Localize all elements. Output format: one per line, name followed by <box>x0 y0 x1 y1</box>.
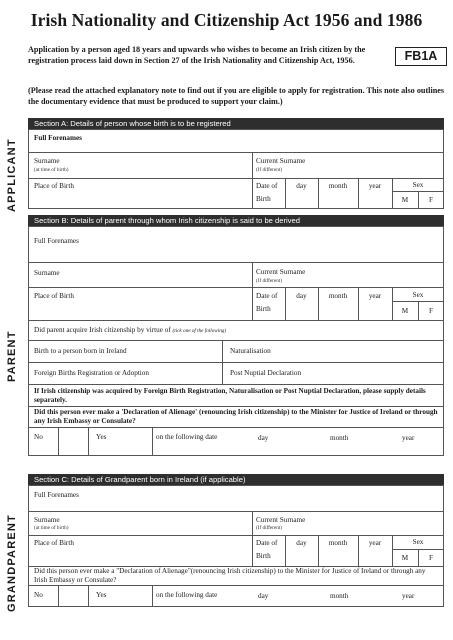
grandparent-full-forenames-label: Full Forenames <box>34 491 79 499</box>
grandparent-alienage-date-label: on the following date <box>156 591 218 599</box>
parent-full-forenames-label: Full Forenames <box>34 237 79 245</box>
parent-alienage-question: Did this person ever make a 'Declaration of Alienage' (renouncing Irish citizenship) to the Minister for Justice of Ireland or through any Irish Embassy or Consulate? <box>34 408 438 425</box>
surname-note: (at time of birth) <box>34 167 69 173</box>
form-title: Irish Nationality and Citizenship Act 1956 and 1986 <box>30 10 423 30</box>
section-c-heading: Section C: Details of Grandparent born in Ireland (if applicable) <box>28 474 444 485</box>
grandparent-current-surname-label: Current Surname <box>256 516 306 524</box>
parent-current-surname-label: Current Surname <box>256 268 306 276</box>
intro-text: Application by a person aged 18 years and upwards who wishes to become an Irish citizen by the registration process laid down in Section 27 of the Irish Nationality and Citizenship Act, 1956. <box>28 45 366 65</box>
grandparent-alienage-yes-option[interactable]: Yes <box>96 591 107 599</box>
grandparent-alienage-question: Did this person ever make a "Declaration of Alienage"(renouncing Irish citizenship) to the Minister for Justice of Ireland or through any Irish Embassy or Consulate? <box>34 567 426 584</box>
sex-female-option[interactable]: F <box>429 196 433 204</box>
grandparent-surname-label: Surname <box>34 516 60 524</box>
parent-dob-day-field[interactable]: day <box>296 292 307 300</box>
grandparent-current-surname-note: (If different) <box>256 525 282 531</box>
place-of-birth-label: Place of Birth <box>34 182 74 190</box>
section-a-heading: Section A: Details of person whose birth is to be registered <box>28 118 444 129</box>
option-birth-to-person-born-in-ireland[interactable]: Birth to a person born in Ireland <box>34 347 127 355</box>
parent-sex-female-option[interactable]: F <box>429 307 433 315</box>
parent-alienage-day-field[interactable]: day <box>258 434 269 442</box>
option-foreign-births-registration[interactable]: Foreign Births Registration or Adoption <box>34 369 149 377</box>
parent-dob-year-field[interactable]: year <box>368 292 382 300</box>
dob-year-field[interactable]: year <box>368 182 382 190</box>
date-of-birth-label: Date of <box>256 182 278 190</box>
grandparent-sex-female-option[interactable]: F <box>429 554 433 562</box>
grandparent-dob-month-field[interactable]: month <box>328 539 348 547</box>
grandparent-alienage-month-field[interactable]: month <box>330 592 349 600</box>
parent-sex-male-option[interactable]: M <box>401 307 409 315</box>
dob-day-field[interactable]: day <box>296 182 307 190</box>
grandparent-dob-day-field[interactable]: day <box>296 539 307 547</box>
grandparent-sex-label: Sex <box>412 538 424 546</box>
full-forenames-label: Full Forenames <box>34 134 82 142</box>
parent-place-of-birth-label: Place of Birth <box>34 292 74 300</box>
parent-date-of-birth-label: Date of <box>256 292 278 300</box>
form-code-badge: FB1A <box>395 47 447 66</box>
parent-alienage-yes-option[interactable]: Yes <box>96 433 107 441</box>
parent-alienage-month-field[interactable]: month <box>330 434 349 442</box>
parent-alienage-date-label: on the following date <box>156 433 218 441</box>
option-post-nuptial-declaration[interactable]: Post Nuptial Declaration <box>230 369 302 377</box>
current-surname-label: Current Surname <box>256 157 306 165</box>
acquire-question: Did parent acquire Irish citizenship by virtue of (tick one of the following) <box>34 326 227 334</box>
grandparent-date-of-birth-label: Date of <box>256 539 278 547</box>
grandparent-alienage-no-option[interactable]: No <box>34 591 43 599</box>
parent-alienage-no-option[interactable]: No <box>34 433 43 441</box>
acquire-note: (tick one of the following) <box>172 328 227 334</box>
side-label-grandparent: GRANDPARENT <box>6 514 18 612</box>
side-label-applicant: APPLICANT <box>6 138 18 212</box>
grandparent-sex-male-option[interactable]: M <box>401 554 409 562</box>
parent-alienage-year-field[interactable]: year <box>402 434 415 442</box>
grandparent-surname-note: (at time of birth) <box>34 525 69 531</box>
parent-sex-label: Sex <box>412 291 424 299</box>
acquired-instruction: If Irish citizenship was acquired by Foreign Birth Registration, Naturalisation or Post Nuptial Declaration, please supply details separately. <box>34 387 426 404</box>
dob-month-field[interactable]: month <box>328 182 348 190</box>
grandparent-place-of-birth-label: Place of Birth <box>34 539 74 547</box>
grandparent-alienage-year-field[interactable]: year <box>402 592 415 600</box>
sex-label: Sex <box>412 181 424 189</box>
section-a-box <box>28 129 444 209</box>
parent-surname-label: Surname <box>34 269 60 277</box>
grandparent-dob-year-field[interactable]: year <box>368 539 382 547</box>
option-naturalisation[interactable]: Naturalisation <box>230 347 271 355</box>
surname-label: Surname <box>34 157 60 165</box>
grandparent-alienage-day-field[interactable]: day <box>258 592 269 600</box>
explanatory-note: (Please read the attached explanatory note to find out if you are eligible to apply for registration. This note also outlines the documentary evidence that must be produced to support your claim.) <box>28 86 445 106</box>
parent-current-surname-note: (If different) <box>256 278 282 284</box>
side-label-parent: PARENT <box>6 330 18 382</box>
section-b-heading: Section B: Details of parent through whom Irish citizenship is said to be derived <box>28 215 444 226</box>
current-surname-note: (If different) <box>256 167 282 173</box>
parent-dob-month-field[interactable]: month <box>328 292 348 300</box>
sex-male-option[interactable]: M <box>401 196 409 204</box>
